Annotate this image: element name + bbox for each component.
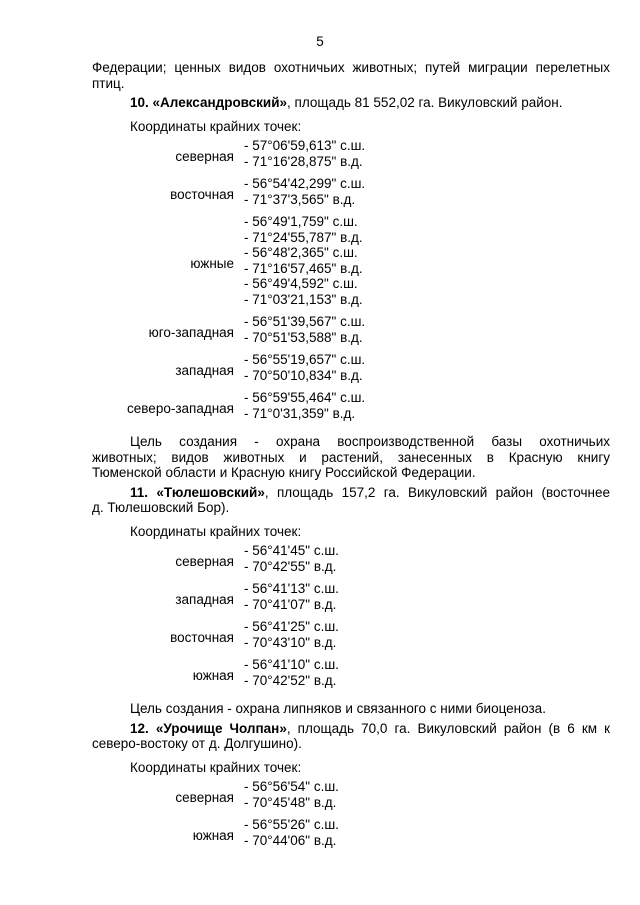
coord-value: - 70°51'53,588" в.д. [244,329,363,345]
coord-value: - 56°41'10" с.ш. [244,657,339,672]
coord-value: - 71°16'57,465" в.д. [244,260,363,276]
coord-direction: северная [175,149,234,165]
coord-values [244,352,365,390]
coord-direction: западная [175,363,234,379]
purpose-10-line-2: животных; видов животных и растений, занесенных в Красную книгу [92,449,610,465]
document-body [92,60,610,861]
coord-value: - 71°0'31,359" в.д. [244,405,356,421]
coord-value: - 56°41'25" с.ш. [244,619,339,634]
section-name: «Тюлешовский» [156,484,265,500]
section-details: , площадь 81 552,02 га. Викуловский район. [287,95,563,110]
purpose-10-line-1: Цель создания - охрана воспроизводственной базы охотничьих [130,434,610,449]
coord-values [244,619,339,657]
coord-direction: северная [175,790,234,806]
coord-row-северная [92,543,339,581]
coord-direction: восточная [170,630,234,646]
intro-line-1: Федерации; ценных видов охотничьих животных; путей миграции перелетных [92,60,610,75]
coords-table-12 [92,779,339,855]
coord-value: - 56°41'13" с.ш. [244,581,339,596]
coord-direction: южная [192,668,234,684]
coords-table-10 [92,138,365,428]
section-11-heading-line-2: д. Тюлешовский Бор). [92,500,230,515]
coord-values [244,581,339,619]
coord-direction: северная [175,554,234,570]
section-name: «Урочище Чолпан» [155,720,287,736]
coord-value: - 71°24'55,787" в.д. [244,229,363,245]
intro-line-2: птиц. [92,75,125,91]
coord-direction: южная [192,828,234,844]
coords-label: Координаты крайних точек: [130,759,302,775]
coord-value: - 70°42'55" в.д. [244,558,337,574]
purpose-11-line-1: Цель создания - охрана липняков и связанного с ними биоценоза. [130,701,546,716]
coord-value: - 70°43'10" в.д. [244,634,337,650]
section-details: , площадь 70,0 га. Викуловский район (в 6 км к [286,720,610,736]
coord-value: - 56°56'54" с.ш. [244,779,339,794]
coord-values [244,390,365,428]
coord-value: - 56°41'45" с.ш. [244,543,339,558]
coords-label: Координаты крайних точек: [130,523,302,539]
coord-direction: восточная [170,187,234,203]
coord-value: - 71°16'28,875" в.д. [244,153,363,169]
coord-row-юго-западная [92,314,365,352]
coord-value: - 56°54'42,299" с.ш. [244,176,366,191]
coord-direction: юго-западная [148,325,234,341]
section-12-heading-line-2: северо-востоку от д. Долгушино). [92,736,302,751]
coord-value: - 56°49'4,592" с.ш. [244,276,358,291]
coord-value: - 57°06'59,613" с.ш. [244,138,366,153]
coord-value: - 56°55'19,657" с.ш. [244,352,366,367]
coord-direction: западная [175,592,234,608]
coord-value: - 56°59'55,464" с.ш. [244,390,366,405]
section-number: 11. [130,484,149,500]
coord-values [244,314,365,352]
purpose-10-line-3: Тюменской области и Красную книгу Российской Федерации. [92,465,476,480]
section-number: 12. [130,720,149,736]
coord-row-западная [92,581,339,619]
page-number: 5 [316,34,324,49]
coord-values [244,214,365,314]
coord-value: - 56°51'39,567" с.ш. [244,314,366,329]
coord-value: - 70°45'48" в.д. [244,794,337,810]
section-details: , площадь 157,2 га. Викуловский район (восточнее [264,484,610,500]
coord-row-южная [92,657,339,695]
coord-values [244,657,339,695]
coord-row-северная [92,138,365,176]
coord-row-северо-западная [92,390,365,428]
section-number: 10. [130,95,149,110]
coord-row-западная [92,352,365,390]
coord-values [244,817,339,855]
coord-value: - 71°03'21,153" в.д. [244,291,363,307]
coord-values [244,176,365,214]
coord-row-восточная [92,176,365,214]
coord-row-южная [92,817,339,855]
coord-value: - 56°48'2,365" с.ш. [244,245,358,260]
section-10-heading [92,95,610,111]
coord-direction: южные [190,256,234,272]
coord-values [244,779,339,817]
coord-value: - 70°41'07" в.д. [244,596,337,612]
coord-value: - 56°49'1,759" с.ш. [244,214,358,229]
coord-values [244,543,339,581]
coord-values [244,138,365,176]
coord-value: - 70°50'10,834" в.д. [244,367,363,383]
coord-row-северная [92,779,339,817]
coord-value: - 71°37'3,565" в.д. [244,191,356,207]
section-12-heading [92,721,610,737]
coords-table-11 [92,543,339,695]
coord-row-южные [92,214,365,314]
coord-value: - 56°55'26" с.ш. [244,817,339,832]
coord-value: - 70°44'06" в.д. [244,832,337,848]
section-11-heading [92,485,610,501]
coord-direction: северо-западная [127,401,234,417]
coord-row-восточная [92,619,339,657]
coord-value: - 70°42'52" в.д. [244,672,337,688]
coords-label: Координаты крайних точек: [130,118,302,134]
section-name: «Александровский» [152,95,288,110]
